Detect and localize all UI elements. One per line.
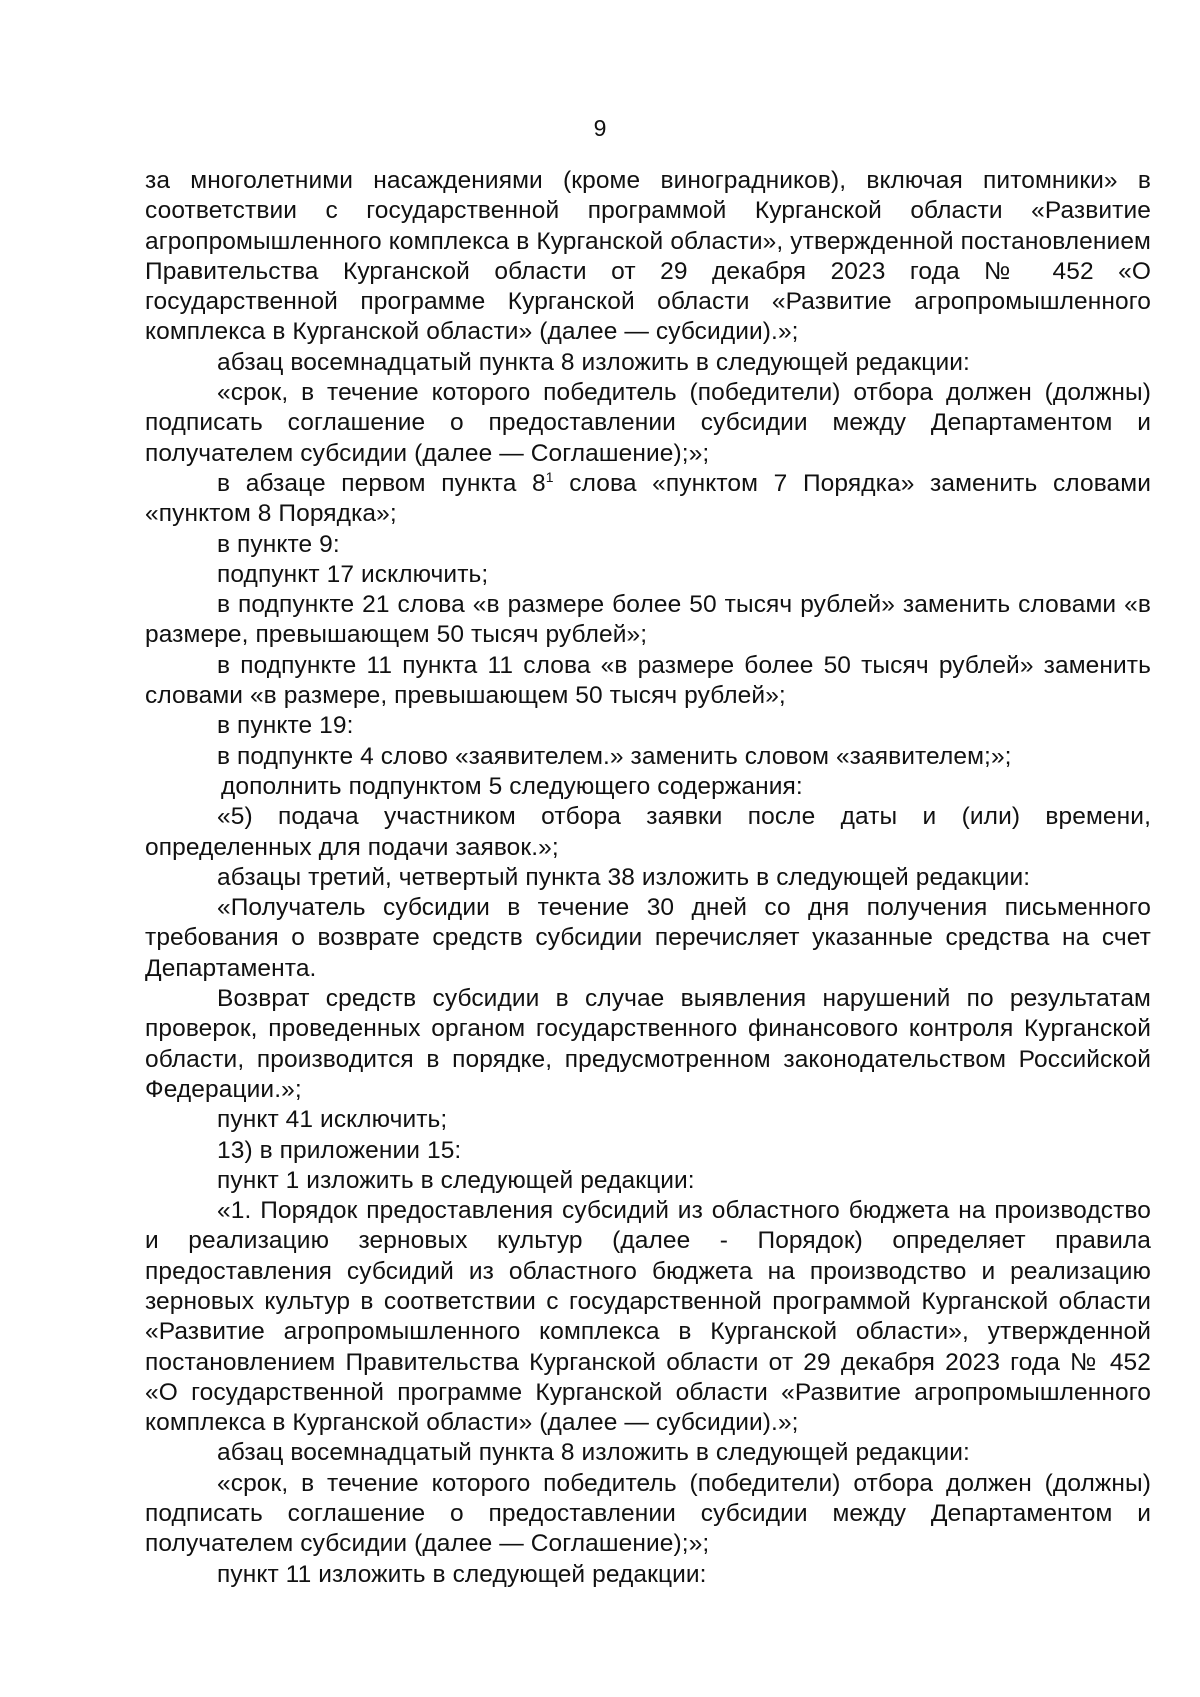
paragraph-amendment-instruction: пункт 11 изложить в следующей редакции:	[217, 1560, 707, 1588]
paragraph-quoted-text: «1. Порядок предоставления субсидий из областного бюджета на производство и реализацию зерновых культур (далее - Порядок) определяет правила предоставления субсидий из областного бюджета на производство и реализацию зерновых культур в соответствии с государственной программой Курганской области «Развитие агропромышленного комплекса в Курганской области», утвержденной постановлением Правительства Курганской области от 29 декабря 2023 года № 452 «О государственной программе Курганской области «Развитие агропромышленного комплекса в Курганской области» (далее — субсидии).»;	[145, 1197, 1151, 1437]
paragraph-amendment-instruction: пункт 41 исключить;	[217, 1106, 448, 1134]
paragraph-amendment-instruction: абзацы третий, четвертый пункта 38 изложить в следующей редакции:	[217, 863, 1031, 891]
paragraph-point-heading: в пункте 19:	[217, 712, 354, 740]
superscript-index: 1	[545, 468, 554, 485]
paragraph-amendment-instruction: в подпункте 4 слово «заявителем.» заменить словом «заявителем;»;	[217, 742, 1012, 770]
paragraph-amendment-instruction: абзац восемнадцатый пункта 8 изложить в следующей редакции:	[217, 348, 970, 376]
page-number: 9	[593, 115, 607, 141]
paragraph-text-after-sup: слова «пунктом 7 Порядка» заменить словами «пунктом 8 Порядка»;	[145, 469, 1151, 528]
paragraph-amendment-instruction: в подпункте 21 слова «в размере более 50 тысяч рублей» заменить словами «в размере, превышающем 50 тысяч рублей»;	[145, 591, 1151, 649]
paragraph-amendment-instruction: абзац восемнадцатый пункта 8 изложить в следующей редакции:	[217, 1439, 970, 1467]
paragraph-point-heading: в пункте 9:	[217, 530, 340, 558]
paragraph-quoted-text: Возврат средств субсидии в случае выявления нарушений по результатам проверок, проведенных органом государственного финансового контроля Курганской области, производится в порядке, предусмотренном законодательством Российской Федерации.»;	[145, 985, 1151, 1103]
paragraph-quoted-text: «срок, в течение которого победитель (победители) отбора должен (должны) подписать соглашение о предоставлении субсидии между Департаментом и получателем субсидии (далее — Соглашение);»;	[145, 1469, 1151, 1558]
document-body	[145, 166, 1151, 1590]
paragraph-quoted-text: «срок, в течение которого победитель (победители) отбора должен (должны) подписать соглашение о предоставлении субсидии между Департаментом и получателем субсидии (далее — Соглашение);»;	[145, 379, 1151, 467]
paragraph-amendment-instruction: в подпункте 11 пункта 11 слова «в размере более 50 тысяч рублей» заменить словами «в размере, превышающем 50 тысяч рублей»;	[145, 651, 1151, 710]
paragraph-amendment-instruction: пункт 1 изложить в следующей редакции:	[217, 1166, 695, 1194]
paragraph-quoted-text: «5) подача участником отбора заявки после даты и (или) времени, определенных для подачи заявок.»;	[145, 803, 1151, 861]
paragraph-continuation: за многолетними насаждениями (кроме виноградников), включая питомники» в соответствии с государственной программой Курганской области «Развитие агропромышленного комплекса в Курганской области», утвержденной постановлением Правительства Курганской области от 29 декабря 2023 года № 452 «О государственной программе Курганской области «Развитие агропромышленного комплекса в Курганской области» (далее — субсидии).»;	[145, 167, 1151, 346]
paragraph-quoted-text: «Получатель субсидии в течение 30 дней со дня получения письменного требования о возврате средств субсидии перечисляет указанные средства на счет Департамента.	[145, 894, 1151, 982]
paragraph-with-superscript	[145, 469, 1151, 530]
paragraph-section-heading: 13) в приложении 15:	[217, 1136, 462, 1164]
paragraph-amendment-instruction: подпункт 17 исключить;	[217, 560, 489, 588]
paragraph-amendment-instruction: дополнить подпунктом 5 следующего содержания:	[221, 772, 803, 800]
paragraph-text-before-sup: в абзаце первом пункта 8	[217, 469, 546, 497]
